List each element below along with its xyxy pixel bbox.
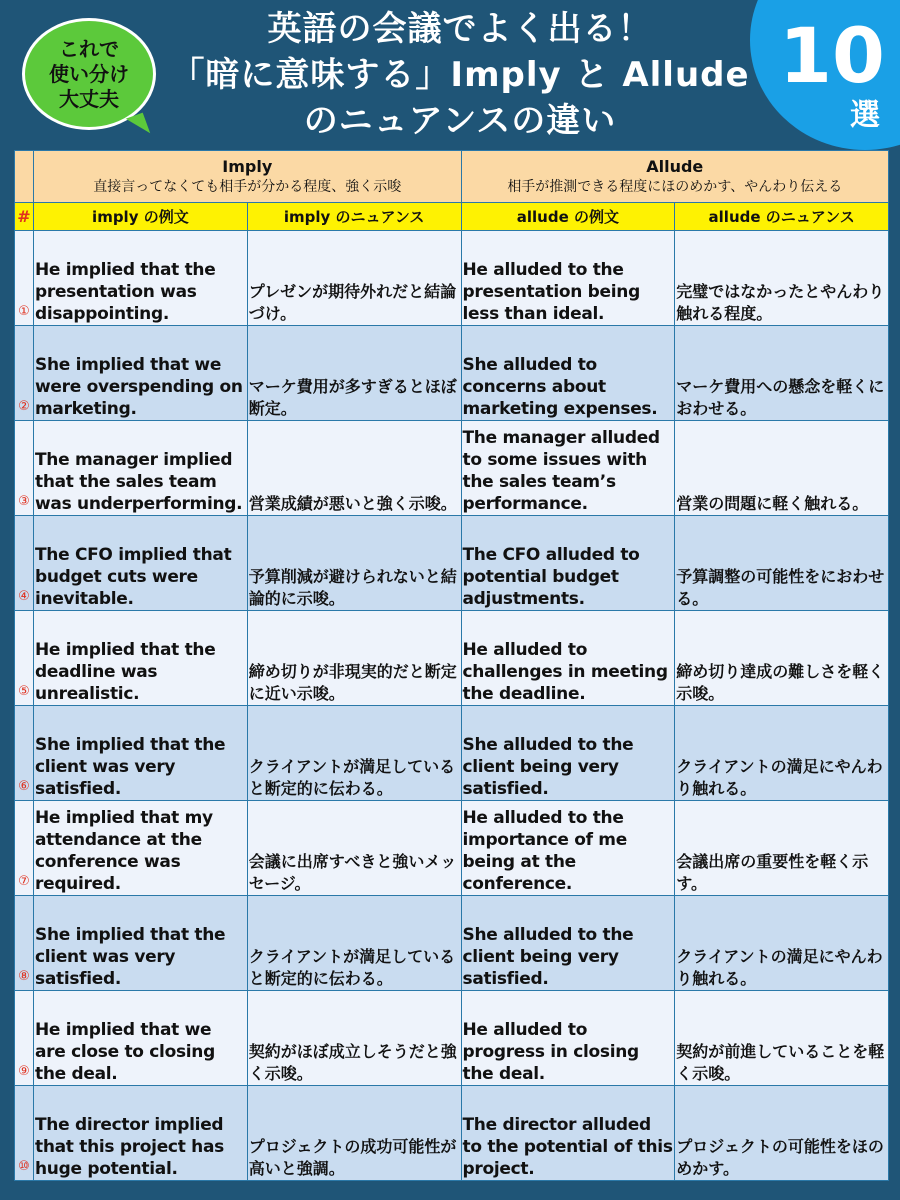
imply-nuance: 会議に出席すべきと強いメッセージ。 — [247, 801, 461, 896]
page-title — [150, 6, 770, 144]
count-badge-suffix: 選 — [850, 98, 880, 133]
imply-example: She implied that we were overspending on marketing. — [34, 326, 248, 421]
allude-example: He alluded to progress in closing the deal. — [461, 991, 675, 1086]
imply-nuance: 契約がほぼ成立しそうだと強く示唆。 — [247, 991, 461, 1086]
allude-example: She alluded to concerns about marketing expenses. — [461, 326, 675, 421]
row-number: ③ — [15, 421, 34, 516]
table-row — [15, 706, 889, 801]
imply-nuance: プロジェクトの成功可能性が高いと強調。 — [247, 1086, 461, 1181]
imply-nuance: 締め切りが非現実的だと断定に近い示唆。 — [247, 611, 461, 706]
group-title: Allude — [646, 157, 704, 176]
row-number: ① — [15, 231, 34, 326]
group-description: 相手が推測できる程度にほのめかす、やんわり伝える — [507, 179, 843, 195]
column-header: imply のニュアンス — [247, 203, 461, 231]
allude-nuance: 予算調整の可能性をにおわせる。 — [675, 516, 889, 611]
corner-cell — [15, 151, 34, 203]
allude-nuance: 完璧ではなかったとやんわり触れる程度。 — [675, 231, 889, 326]
table-row — [15, 231, 889, 326]
allude-example: She alluded to the client being very satisfied. — [461, 896, 675, 991]
badge-line: これで — [59, 36, 119, 61]
table-row — [15, 896, 889, 991]
table-row — [15, 421, 889, 516]
allude-nuance: クライアントの満足にやんわり触れる。 — [675, 706, 889, 801]
row-number: ⑧ — [15, 896, 34, 991]
imply-example: She implied that the client was very satisfied. — [34, 896, 248, 991]
index-column-header: # — [15, 203, 34, 231]
comparison-table — [14, 150, 889, 1181]
column-header: imply の例文 — [34, 203, 248, 231]
table-row — [15, 516, 889, 611]
imply-example: She implied that the client was very satisfied. — [34, 706, 248, 801]
table-body — [15, 231, 889, 1181]
allude-example: The manager alluded to some issues with the sales team’s performance. — [461, 421, 675, 516]
allude-nuance: 契約が前進していることを軽く示唆。 — [675, 991, 889, 1086]
imply-example: The director implied that this project has huge potential. — [34, 1086, 248, 1181]
allude-nuance: クライアントの満足にやんわり触れる。 — [675, 896, 889, 991]
allude-example: He alluded to the importance of me being at the conference. — [461, 801, 675, 896]
allude-group-header — [461, 151, 889, 203]
allude-nuance: 営業の問題に軽く触れる。 — [675, 421, 889, 516]
row-number: ⑨ — [15, 991, 34, 1086]
imply-example: He implied that my attendance at the conference was required. — [34, 801, 248, 896]
allude-example: He alluded to the presentation being less than ideal. — [461, 231, 675, 326]
row-number: ⑥ — [15, 706, 34, 801]
imply-nuance: クライアントが満足していると断定的に伝わる。 — [247, 896, 461, 991]
group-description: 直接言ってなくても相手が分かる程度、強く示唆 — [93, 179, 402, 195]
table-row — [15, 991, 889, 1086]
imply-nuance: 予算削減が避けられないと結論的に示唆。 — [247, 516, 461, 611]
row-number: ④ — [15, 516, 34, 611]
imply-group-header — [34, 151, 462, 203]
column-header: allude のニュアンス — [675, 203, 889, 231]
allude-example: The CFO alluded to potential budget adjustments. — [461, 516, 675, 611]
imply-nuance: 営業成績が悪いと強く示唆。 — [247, 421, 461, 516]
imply-example: The CFO implied that budget cuts were inevitable. — [34, 516, 248, 611]
group-title: Imply — [222, 157, 273, 176]
speech-bubble-badge — [22, 18, 156, 130]
allude-nuance: 締め切り達成の難しさを軽く示唆。 — [675, 611, 889, 706]
row-number: ⑩ — [15, 1086, 34, 1181]
allude-example: He alluded to challenges in meeting the deadline. — [461, 611, 675, 706]
table-row — [15, 611, 889, 706]
imply-nuance: プレゼンが期待外れだと結論づけ。 — [247, 231, 461, 326]
row-number: ② — [15, 326, 34, 421]
table-row — [15, 1086, 889, 1181]
row-number: ⑤ — [15, 611, 34, 706]
title-line: のニュアンスの違い — [303, 101, 617, 141]
imply-nuance: マーケ費用が多すぎるとほぼ断定。 — [247, 326, 461, 421]
title-line: 「暗に意味する」Imply と Allude — [170, 55, 750, 95]
imply-example: He implied that we are close to closing the deal. — [34, 991, 248, 1086]
title-line: 英語の会議でよく出る！ — [267, 9, 653, 49]
allude-nuance: 会議出席の重要性を軽く示す。 — [675, 801, 889, 896]
group-header-row — [15, 151, 889, 203]
count-badge-number: 10 — [779, 11, 885, 100]
allude-nuance: マーケ費用への懸念を軽くにおわせる。 — [675, 326, 889, 421]
allude-nuance: プロジェクトの可能性をほのめかす。 — [675, 1086, 889, 1181]
imply-example: The manager implied that the sales team was underperforming. — [34, 421, 248, 516]
column-header-row — [15, 203, 889, 231]
allude-example: She alluded to the client being very satisfied. — [461, 706, 675, 801]
badge-line: 使い分け — [49, 61, 129, 86]
allude-example: The director alluded to the potential of this project. — [461, 1086, 675, 1181]
row-number: ⑦ — [15, 801, 34, 896]
imply-example: He implied that the deadline was unrealistic. — [34, 611, 248, 706]
imply-example: He implied that the presentation was disappointing. — [34, 231, 248, 326]
table-row — [15, 801, 889, 896]
table-row — [15, 326, 889, 421]
badge-line: 大丈夫 — [59, 86, 119, 111]
imply-nuance: クライアントが満足していると断定的に伝わる。 — [247, 706, 461, 801]
column-header: allude の例文 — [461, 203, 675, 231]
